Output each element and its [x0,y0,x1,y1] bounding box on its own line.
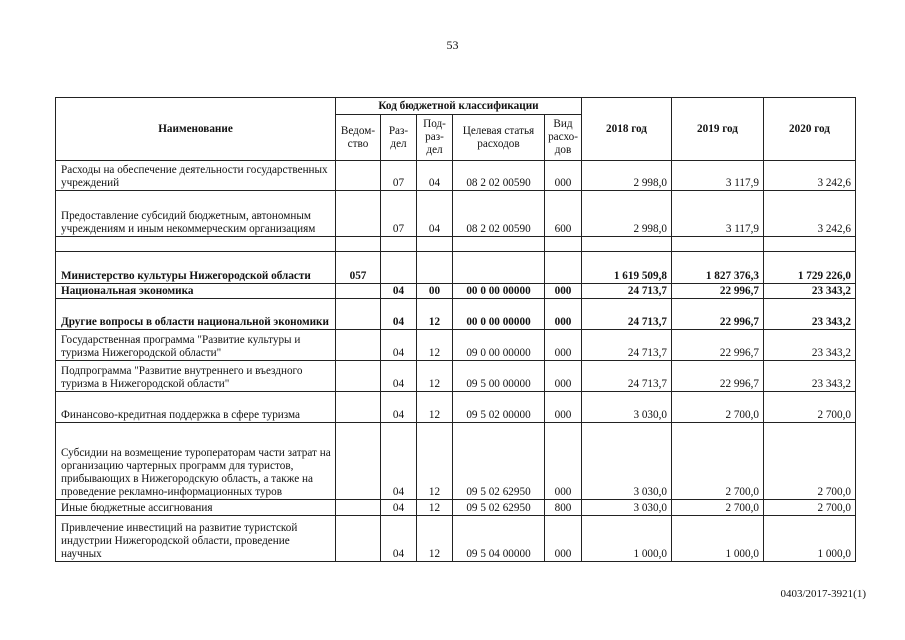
row-podrazdel: 04 [417,191,453,237]
header-2020: 2020 год [764,98,856,161]
row-ved: 057 [336,252,381,284]
document-code: 0403/2017-3921(1) [780,588,866,600]
row-target: 09 5 00 00000 [453,361,545,392]
row-2018: 24 713,7 [582,284,672,299]
row-podrazdel: 12 [417,392,453,423]
row-ved [336,423,381,500]
table-row [56,299,856,330]
row-razdel [381,252,417,284]
row-2018: 3 030,0 [582,423,672,500]
row-name: Финансово-кредитная поддержка в сфере туризма [56,392,336,423]
row-2019: 2 700,0 [672,423,764,500]
row-razdel: 04 [381,330,417,361]
row-razdel: 04 [381,423,417,500]
row-podrazdel [417,252,453,284]
row-target: 09 5 02 62950 [453,500,545,516]
row-name: Другие вопросы в области национальной экономики [56,299,336,330]
row-podrazdel: 12 [417,361,453,392]
row-target: 09 5 02 62950 [453,423,545,500]
row-2020: 2 700,0 [764,392,856,423]
row-2018: 1 619 509,8 [582,252,672,284]
table-row [56,237,856,252]
row-name: Предоставление субсидий бюджетным, автономным учреждениям и иным некоммерческим организациям [56,191,336,237]
row-target: 08 2 02 00590 [453,191,545,237]
row-2020: 3 242,6 [764,191,856,237]
table-row [56,423,856,500]
table-row [56,361,856,392]
row-vid: 000 [545,284,582,299]
table-row [56,284,856,299]
row-podrazdel [417,237,453,252]
row-ved [336,299,381,330]
row-target: 08 2 02 00590 [453,161,545,191]
row-2018: 3 030,0 [582,500,672,516]
row-ved [336,284,381,299]
row-name: Подпрограмма "Развитие внутреннего и въездного туризма в Нижегородской области" [56,361,336,392]
table-row [56,252,856,284]
row-name: Национальная экономика [56,284,336,299]
row-podrazdel: 12 [417,423,453,500]
row-podrazdel: 12 [417,500,453,516]
row-2020: 3 242,6 [764,161,856,191]
row-ved [336,500,381,516]
row-vid: 800 [545,500,582,516]
row-podrazdel: 12 [417,299,453,330]
row-razdel: 04 [381,284,417,299]
row-2020: 23 343,2 [764,299,856,330]
row-2019: 3 117,9 [672,191,764,237]
row-name: Расходы на обеспечение деятельности государственных учреждений [56,161,336,191]
row-vid: 000 [545,392,582,423]
row-name [56,237,336,252]
row-vid: 000 [545,516,582,562]
header-razdel: Раз-дел [381,115,417,161]
row-2020: 2 700,0 [764,423,856,500]
row-vid: 600 [545,191,582,237]
row-vid: 000 [545,299,582,330]
row-2018: 2 998,0 [582,161,672,191]
row-2020: 23 343,2 [764,330,856,361]
row-ved [336,161,381,191]
row-2018: 24 713,7 [582,299,672,330]
row-razdel [381,237,417,252]
row-2020: 23 343,2 [764,361,856,392]
header-target: Целевая статья расходов [453,115,545,161]
row-razdel: 04 [381,516,417,562]
budget-table [55,97,856,562]
row-target: 00 0 00 00000 [453,284,545,299]
header-name: Наименование [56,98,336,161]
row-name: Государственная программа "Развитие культуры и туризма Нижегородской области" [56,330,336,361]
row-ved [336,191,381,237]
row-vid [545,237,582,252]
row-2019: 1 000,0 [672,516,764,562]
row-ved [336,392,381,423]
row-ved [336,516,381,562]
row-2019: 22 996,7 [672,330,764,361]
row-ved [336,330,381,361]
row-razdel: 04 [381,500,417,516]
table-row [56,516,856,562]
row-razdel: 04 [381,392,417,423]
row-2018: 24 713,7 [582,361,672,392]
row-target: 09 5 04 00000 [453,516,545,562]
row-name: Субсидии на возмещение туроператорам части затрат на организацию чартерных программ для туристов, прибывающих в Нижегородскую область, а также на проведение рекламно-информационных туров [56,423,336,500]
table-row [56,330,856,361]
table-row [56,500,856,516]
row-2020: 1 729 226,0 [764,252,856,284]
row-podrazdel: 12 [417,516,453,562]
row-razdel: 04 [381,299,417,330]
row-target [453,252,545,284]
row-target: 00 0 00 00000 [453,299,545,330]
row-2018: 24 713,7 [582,330,672,361]
row-2019: 2 700,0 [672,500,764,516]
row-vid [545,252,582,284]
header-podrazdel: Под-раз-дел [417,115,453,161]
table-row [56,392,856,423]
header-vedomstvo: Ведом-ство [336,115,381,161]
row-razdel: 04 [381,361,417,392]
row-vid: 000 [545,361,582,392]
row-razdel: 07 [381,161,417,191]
row-target: 09 5 02 00000 [453,392,545,423]
row-name: Иные бюджетные ассигнования [56,500,336,516]
row-podrazdel: 04 [417,161,453,191]
row-vid: 000 [545,423,582,500]
row-2019: 22 996,7 [672,361,764,392]
row-2019 [672,237,764,252]
row-vid: 000 [545,161,582,191]
row-2020: 1 000,0 [764,516,856,562]
row-ved [336,237,381,252]
header-code-group: Код бюджетной классификации [336,98,582,115]
row-2020: 2 700,0 [764,500,856,516]
row-2018: 1 000,0 [582,516,672,562]
row-target [453,237,545,252]
row-2020 [764,237,856,252]
row-vid: 000 [545,330,582,361]
row-podrazdel: 12 [417,330,453,361]
row-ved [336,361,381,392]
row-2019: 3 117,9 [672,161,764,191]
header-2018: 2018 год [582,98,672,161]
row-2018: 3 030,0 [582,392,672,423]
header-2019: 2019 год [672,98,764,161]
row-name: Министерство культуры Нижегородской области [56,252,336,284]
row-2020: 23 343,2 [764,284,856,299]
row-name: Привлечение инвестиций на развитие туристской индустрии Нижегородской области, проведение научных [56,516,336,562]
row-2018 [582,237,672,252]
table-row [56,161,856,191]
row-podrazdel: 00 [417,284,453,299]
table-row [56,191,856,237]
page-number: 53 [446,38,459,52]
row-target: 09 0 00 00000 [453,330,545,361]
row-2019: 22 996,7 [672,284,764,299]
row-2019: 22 996,7 [672,299,764,330]
row-razdel: 07 [381,191,417,237]
row-2019: 1 827 376,3 [672,252,764,284]
row-2019: 2 700,0 [672,392,764,423]
row-2018: 2 998,0 [582,191,672,237]
header-vid: Вид расхо-дов [545,115,582,161]
